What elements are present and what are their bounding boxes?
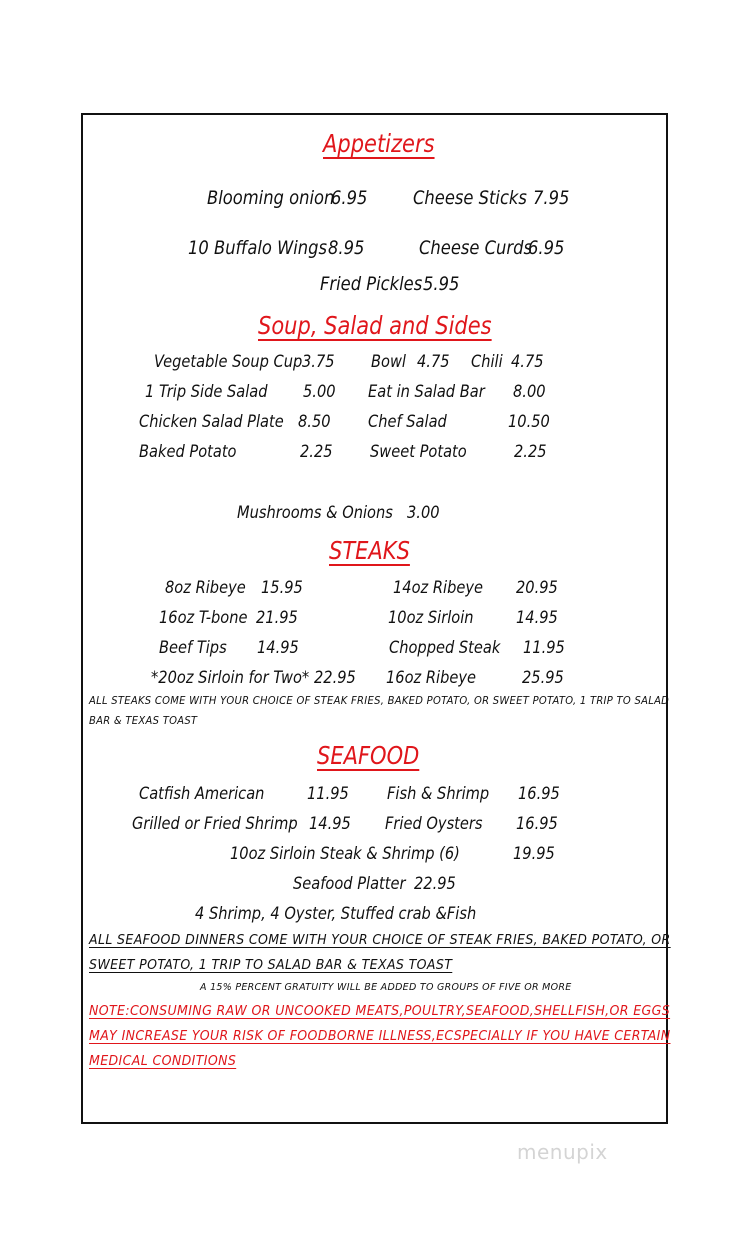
menu-item-price: 11.95 — [523, 638, 565, 658]
menu-item-price: 16.95 — [518, 784, 560, 804]
menu-item-name: Blooming onion — [207, 187, 335, 209]
gratuity-note: A 15% PERCENT GRATUITY WILL BE ADDED TO GROUPS OF FIVE OR MORE — [200, 982, 572, 993]
menu-item-name: Sweet Potato — [370, 442, 467, 462]
menu-item-name: 10 Buffalo Wings — [188, 237, 328, 259]
seafood-heading: SEAFOOD — [317, 741, 420, 770]
seafood-note: SWEET POTATO, 1 TRIP TO SALAD BAR & TEXAS TOAST — [89, 957, 453, 973]
menu-item-price: 4.75 — [511, 352, 544, 372]
menu-item-name: 16oz Ribeye — [386, 668, 477, 688]
menu-item-price: 3.75 — [302, 352, 335, 372]
menu-item-name: Cheese Sticks — [413, 187, 527, 209]
menu-item-price: 8.50 — [298, 412, 331, 432]
menu-item-price: 21.95 — [256, 608, 298, 628]
menu-item-price: 6.95 — [331, 187, 368, 209]
menu-item-price: 5.95 — [423, 273, 460, 295]
platter-description: 4 Shrimp, 4 Oyster, Stuffed crab &Fish — [195, 904, 477, 924]
menu-item-price: 4.75 — [417, 352, 450, 372]
menupix-watermark: menupix — [517, 1140, 608, 1164]
menu-item-price: 6.95 — [528, 237, 565, 259]
menu-item-name: Fried Pickles — [320, 273, 423, 295]
menu-item-name: Fish & Shrimp — [387, 784, 490, 804]
menu-item-price: 10.50 — [508, 412, 550, 432]
menu-item-name: 10oz Sirloin — [388, 608, 474, 628]
menu-item-price: 8.00 — [513, 382, 546, 402]
menu-item-name: Chicken Salad Plate — [139, 412, 284, 432]
menu-item-name: Chef Salad — [368, 412, 447, 432]
menu-item-name: Eat in Salad Bar — [368, 382, 485, 402]
menu-item-name: Grilled or Fried Shrimp — [132, 814, 298, 834]
menu-item-name: 1 Trip Side Salad — [145, 382, 268, 402]
menu-item-price: 25.95 — [522, 668, 564, 688]
menu-item-price: 14.95 — [257, 638, 299, 658]
menu-item-price: 8.95 — [328, 237, 365, 259]
menu-item-name: Chopped Steak — [389, 638, 501, 658]
menu-item-price: 22.95 — [414, 874, 456, 894]
soup-salad-heading: Soup, Salad and Sides — [258, 311, 492, 340]
menu-item-price: 11.95 — [307, 784, 349, 804]
menu-item-price: 2.25 — [300, 442, 333, 462]
menu-item-name: *20oz Sirloin for Two* — [151, 668, 310, 688]
food-safety-warning: MAY INCREASE YOUR RISK OF FOODBORNE ILLNESS,ECSPECIALLY IF YOU HAVE CERTAIN — [89, 1028, 671, 1044]
steaks-note: BAR & TEXAS TOAST — [89, 715, 198, 727]
menu-item-price: 14.95 — [516, 608, 558, 628]
menu-item-name: Seafood Platter — [293, 874, 406, 894]
steaks-note: ALL STEAKS COME WITH YOUR CHOICE OF STEAK FRIES, BAKED POTATO, OR SWEET POTATO, 1 TRIP TO SALAD — [89, 695, 670, 707]
menu-item-price: 14.95 — [309, 814, 351, 834]
menu-item-name: Baked Potato — [139, 442, 237, 462]
menu-item-name: Vegetable Soup Cup — [154, 352, 303, 372]
seafood-note: ALL SEAFOOD DINNERS COME WITH YOUR CHOICE OF STEAK FRIES, BAKED POTATO, OR — [89, 932, 671, 948]
menu-item-price: 16.95 — [516, 814, 558, 834]
menu-item-price: 5.00 — [303, 382, 336, 402]
menu-item-name: Beef Tips — [159, 638, 227, 658]
menu-item-name: Bowl — [371, 352, 407, 372]
menu-item-name: Chili — [471, 352, 503, 372]
menu-item-price: 19.95 — [513, 844, 555, 864]
menu-item-price: 22.95 — [314, 668, 356, 688]
food-safety-warning: MEDICAL CONDITIONS — [89, 1053, 237, 1069]
menu-item-name: 8oz Ribeye — [165, 578, 246, 598]
menu-item-price: 15.95 — [261, 578, 303, 598]
menu-item-name: 10oz Sirloin Steak & Shrimp (6) — [230, 844, 460, 864]
menu-item-price: 7.95 — [533, 187, 570, 209]
menu-item-name: 14oz Ribeye — [393, 578, 484, 598]
food-safety-warning: NOTE:CONSUMING RAW OR UNCOOKED MEATS,POULTRY,SEAFOOD,SHELLFISH,OR EGGS — [89, 1003, 671, 1019]
steaks-heading: STEAKS — [329, 536, 410, 565]
appetizers-heading: Appetizers — [323, 129, 435, 158]
menu-item-name: Catfish American — [139, 784, 265, 804]
menu-item-name: 16oz T-bone — [159, 608, 248, 628]
menu-item-name: Fried Oysters — [385, 814, 483, 834]
menu-item-price: 3.00 — [407, 503, 440, 523]
menu-item-name: Cheese Curds — [419, 237, 533, 259]
menu-item-price: 20.95 — [516, 578, 558, 598]
menu-item-price: 2.25 — [514, 442, 547, 462]
menu-item-name: Mushrooms & Onions — [237, 503, 393, 523]
